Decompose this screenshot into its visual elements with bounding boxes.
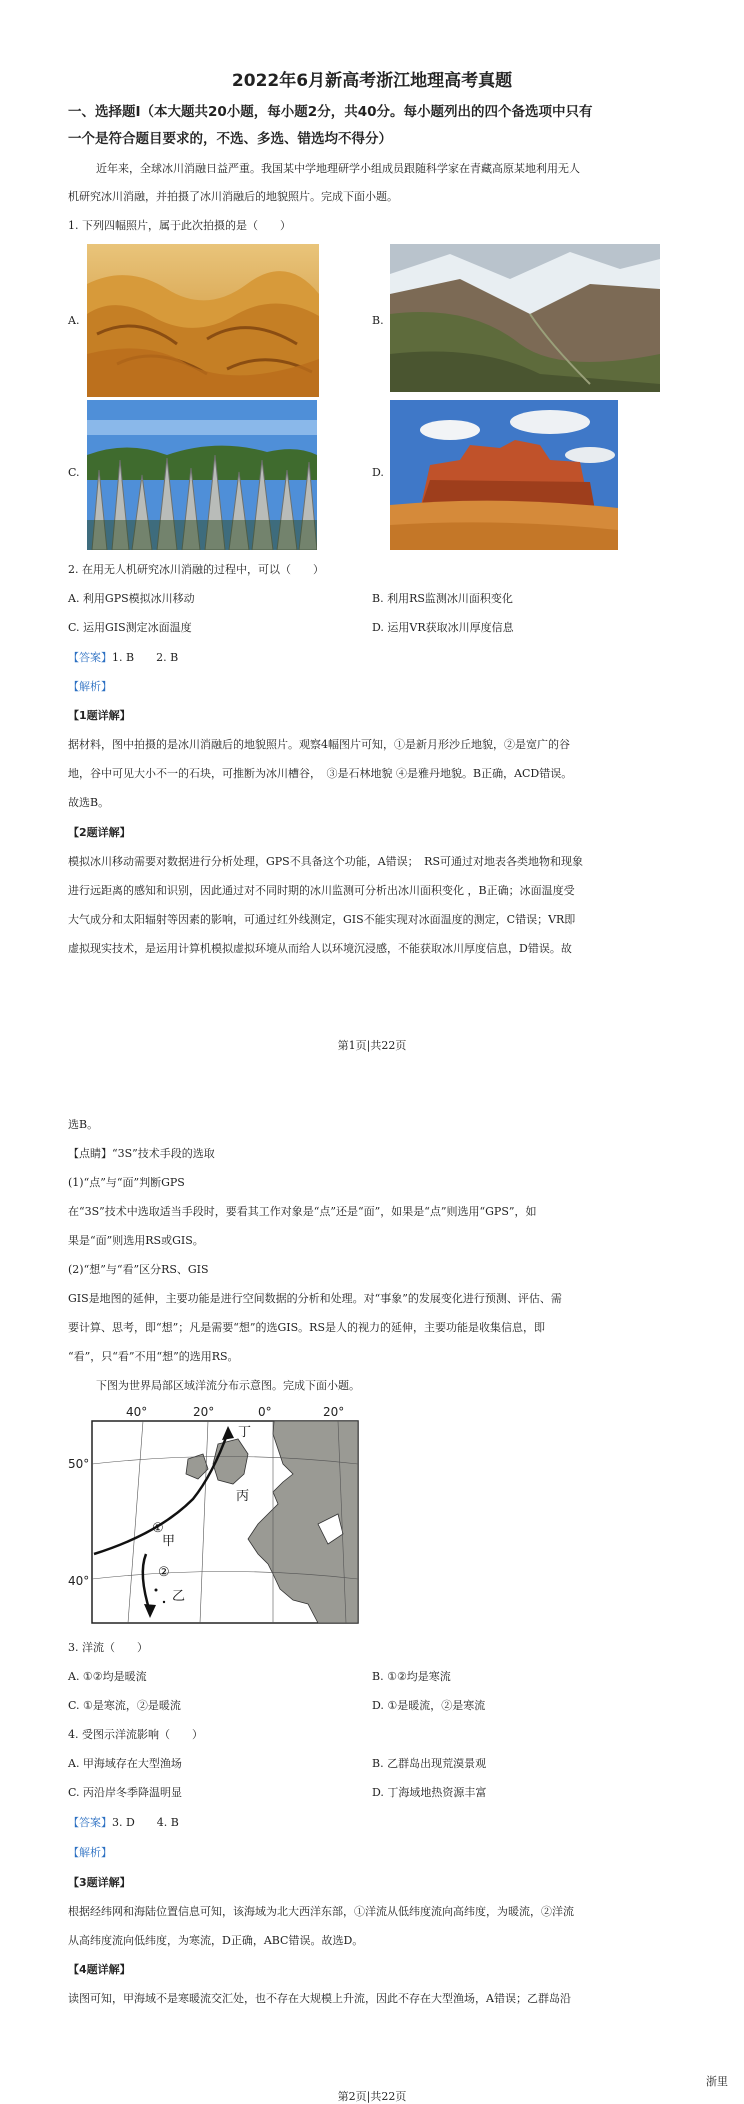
q1-label-a: A.: [68, 314, 80, 327]
detail2-line: 模拟冰川移动需要对数据进行分析处理，GPS不具备这个功能，A错误； RS可通过对地表各类地物和现象: [68, 855, 583, 868]
detail1-heading: 【1题详解】: [68, 709, 131, 722]
detail2-line: 大气成分和太阳辐射等因素的影响，可通过红外线测定，GIS不能实现对冰面温度的测定，C错误；VR即: [68, 913, 576, 926]
q3-stem: 3. 洋流（ ）: [68, 1641, 148, 1654]
q4-option-d: D. 丁海域地热资源丰富: [372, 1786, 487, 1799]
tip-line: 果是“面”则选用RS或GIS。: [68, 1234, 204, 1247]
q2-option-d: D. 运用VR获取冰川厚度信息: [372, 621, 514, 634]
page-title: 2022年6月新高考浙江地理高考真题: [231, 71, 513, 91]
detail4-heading: 【4题详解】: [68, 1963, 131, 1976]
answer-text: 1. B 2. B: [112, 651, 179, 664]
q2-option-a: A. 利用GPS模拟冰川移动: [68, 592, 195, 605]
answer-text: 3. D 4. B: [112, 1816, 179, 1829]
section-heading-line1: 一、选择题Ⅰ（本大题共20小题，每小题2分，共40分。每小题列出的四个备选项中只有: [68, 104, 593, 120]
detail2-heading: 【2题详解】: [68, 826, 131, 839]
q3-option-a: A. ①②均是暖流: [68, 1670, 147, 1683]
q2-option-b: B. 利用RS监测冰川面积变化: [372, 592, 513, 605]
q3-option-b: B. ①②均是寒流: [372, 1670, 451, 1683]
intro2: 下图为世界局部区域洋流分布示意图。完成下面小题。: [96, 1379, 360, 1392]
tip-line: (1)“点”与“面”判断GPS: [68, 1176, 185, 1189]
q2-option-c: C. 运用GIS测定冰面温度: [68, 621, 192, 634]
current-label: ①: [152, 1521, 164, 1536]
lon-label: 20°: [193, 1405, 215, 1419]
q2-stem: 2. 在用无人机研究冰川消融的过程中，可以（ ）: [68, 563, 324, 576]
q1-label-b: B.: [372, 314, 384, 327]
q4-option-a: A. 甲海域存在大型渔场: [68, 1757, 182, 1770]
q4-option-c: C. 丙沿岸冬季降温明显: [68, 1786, 183, 1799]
lon-label: 0°: [258, 1405, 272, 1419]
current-label: ②: [158, 1565, 170, 1580]
detail1-line: 故选B。: [68, 796, 110, 809]
q3-option-d: D. ①是暖流，②是寒流: [372, 1699, 486, 1712]
detail3-line: 从高纬度流向低纬度，为寒流，D正确，ABC错误。故选D。: [68, 1934, 364, 1947]
q3-option-c: C. ①是寒流，②是暖流: [68, 1699, 181, 1712]
q4-stem: 4. 受图示洋流影响（ ）: [68, 1728, 203, 1741]
page2-continuation: 选B。: [68, 1118, 99, 1131]
analysis-label-1: 【解析】: [68, 680, 112, 693]
answer-label: 【答案】: [68, 1816, 112, 1829]
answer-block-1: [68, 650, 178, 666]
tip-line: 在“3S”技术中选取适当手段时，要看其工作对象是“点”还是“面”，如果是“点”则选用“GPS”，如: [68, 1205, 537, 1218]
detail2-line: 虚拟现实技术，是运用计算机模拟虚拟环境从而给人以环境沉浸感，不能获取冰川厚度信息，D错误。故: [68, 942, 572, 955]
q1-label-d: D.: [372, 466, 384, 479]
place-label: 乙: [172, 1589, 186, 1604]
place-label: 丁: [238, 1425, 252, 1440]
photo-d-yardang: [390, 400, 618, 550]
page2-footer: 第2页|共22页: [337, 2090, 407, 2103]
answer-label: 【答案】: [68, 651, 112, 664]
detail1-line: 据材料，图中拍摄的是冰川消融后的地貌照片。观察4幅图片可知，①是新月形沙丘地貌，②是宽广的谷: [68, 738, 570, 751]
section-heading-line2: 一个是符合题目要求的，不选、多选、错选均不得分）: [68, 131, 392, 147]
lat-label: 40°: [68, 1574, 90, 1588]
detail3-heading: 【3题详解】: [68, 1876, 131, 1889]
detail3-line: 根据经纬网和海陆位置信息可知，该海域为北大西洋东部，①洋流从低纬度流向高纬度，为暖流，②洋流: [68, 1905, 574, 1918]
side-note: 浙里: [706, 2075, 728, 2088]
place-label: 甲: [162, 1534, 176, 1549]
intro-line2: 机研究冰川消融，并拍摄了冰川消融后的地貌照片。完成下面小题。: [68, 190, 398, 203]
lat-label: 50°: [68, 1457, 90, 1471]
q1-label-c: C.: [68, 466, 80, 479]
detail1-line: 地，谷中可见大小不一的石块，可推断为冰川槽谷， ③是石林地貌 ④是雅丹地貌。B正确，ACD错误。: [68, 767, 573, 780]
tip-line: GIS是地图的延伸，主要功能是进行空间数据的分析和处理。对“事象”的发展变化进行预测、评估、需: [68, 1292, 562, 1305]
analysis-label-2: 【解析】: [68, 1846, 112, 1859]
photo-a-sand-dunes: [87, 244, 319, 397]
photo-b-glacial-valley: [390, 244, 660, 392]
intro-line1: 近年来，全球冰川消融日益严重。我国某中学地理研学小组成员跟随科学家在青藏高原某地利用无人: [96, 162, 580, 175]
place-label: 丙: [236, 1489, 250, 1504]
photo-c-stone-forest: [87, 400, 317, 550]
detail4-line: 读图可知，甲海域不是寒暖流交汇处，也不存在大规模上升流，因此不存在大型渔场，A错误；乙群岛沿: [68, 1992, 571, 2005]
detail2-line: 进行远距离的感知和识别，因此通过对不同时期的冰川监测可分析出冰川面积变化 ，B正确；冰面温度受: [68, 884, 575, 897]
tip-heading: 【点睛】“3S”技术手段的选取: [68, 1147, 215, 1160]
page1-footer: 第1页|共22页: [337, 1039, 407, 1052]
tip-line: “看”，只“看”不用“想”的选用RS。: [68, 1350, 239, 1363]
tip-line: (2)“想”与“看”区分RS、GIS: [68, 1263, 209, 1276]
lon-label: 20°: [323, 1405, 345, 1419]
q4-option-b: B. 乙群岛出现荒漠景观: [372, 1757, 487, 1770]
lon-label: 40°: [126, 1405, 148, 1419]
tip-line: 要计算、思考，即“想”；凡是需要“想”的选GIS。RS是人的视力的延伸，主要功能是收集信息，即: [68, 1321, 545, 1334]
answer-block-2: [68, 1815, 179, 1831]
q1-stem: 1. 下列四幅照片，属于此次拍摄的是（ ）: [68, 219, 291, 232]
ocean-current-map: [68, 1404, 388, 1626]
